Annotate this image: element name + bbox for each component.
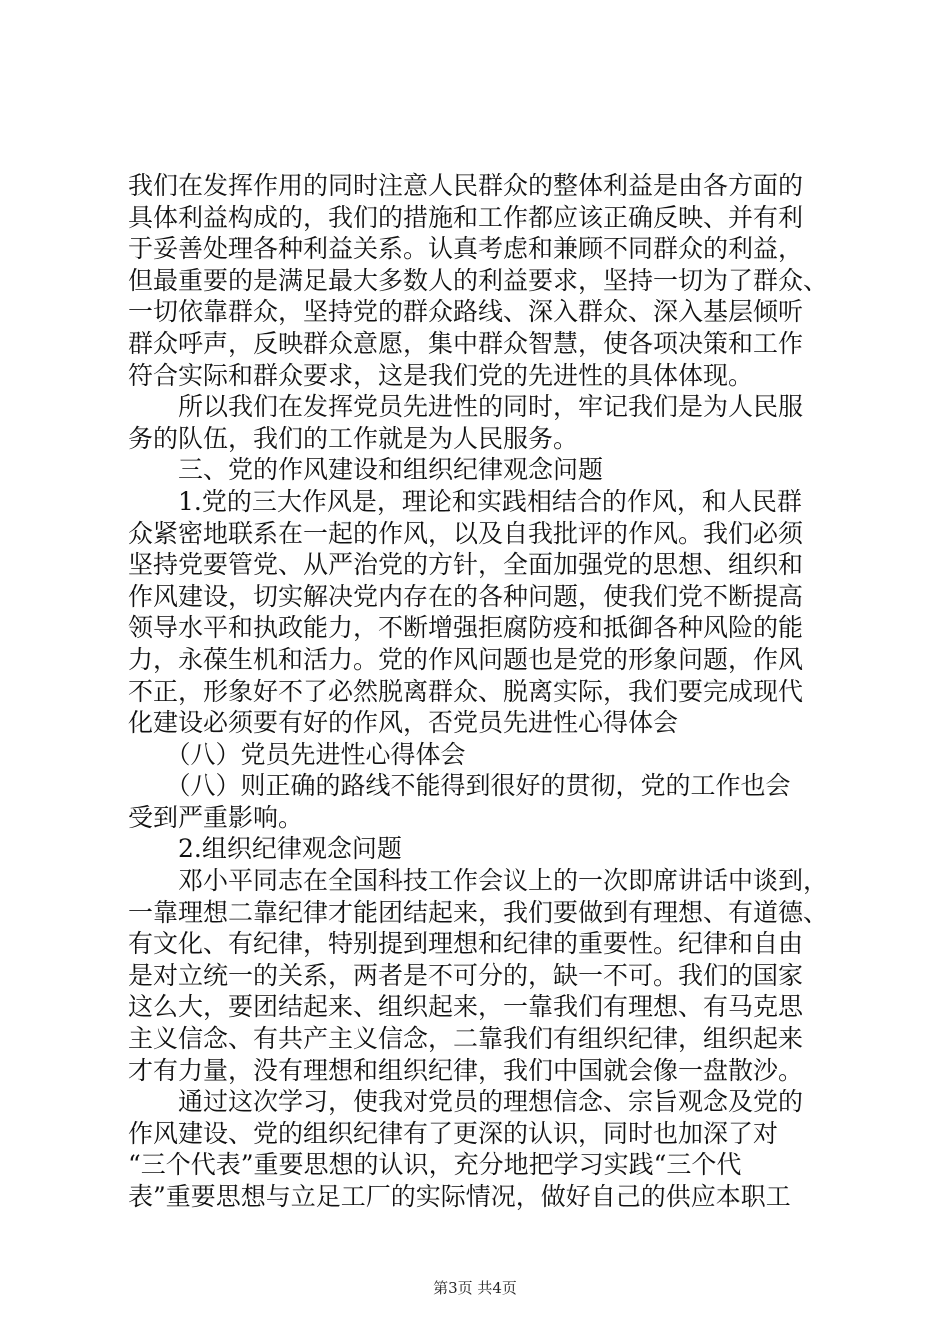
text-line: （八）则正确的路线不能得到很好的贯彻，党的工作也会 [128,771,791,801]
text-line: 化建设必须要有好的作风，否党员先进性心得体会 [128,708,679,738]
subsection-heading: 2.组织纪律观念问题 [128,834,402,864]
document-body [128,170,848,1213]
text-line: 但最重要的是满足最大多数人的利益要求，坚持一切为了群众、 [128,265,829,295]
text-line: 群众呼声，反映群众意愿，集中群众智慧，使各项决策和工作 [128,328,804,358]
text-line: 不正，形象好不了必然脱离群众、脱离实际，我们要完成现代 [128,676,804,706]
text-line: 作风建设，切实解决党内存在的各种问题，使我们党不断提高 [128,581,804,611]
text-line: 符合实际和群众要求，这是我们党的先进性的具体体现。 [128,360,754,390]
section-heading: 三、党的作风建设和组织纪律观念问题 [128,455,604,485]
text-line: 坚持党要管党、从严治党的方针，全面加强党的思想、组织和 [128,550,804,580]
text-line: 邓小平同志在全国科技工作会议上的一次即席讲话中谈到， [128,866,829,896]
text-line: 所以我们在发挥党员先进性的同时，牢记我们是为人民服 [128,392,804,422]
text-line: 众紧密地联系在一起的作风，以及自我批评的作风。我们必须 [128,518,804,548]
text-line: 务的队伍，我们的工作就是为人民服务。 [128,423,579,453]
text-line: 一靠理想二靠纪律才能团结起来，我们要做到有理想、有道德、 [128,897,829,927]
text-line: 这么大，要团结起来、组织起来，一靠我们有理想、有马克思 [128,992,804,1022]
text-line: 主义信念、有共产主义信念，二靠我们有组织纪律，组织起来 [128,1024,804,1054]
text-line: 领导水平和执政能力，不断增强拒腐防疫和抵御各种风险的能 [128,613,804,643]
text-line: 是对立统一的关系，两者是不可分的，缺一不可。我们的国家 [128,960,804,990]
text-line: “三个代表”重要思想的认识，充分地把学习实践“三个代 [128,1150,742,1180]
text-line: （八）党员先进性心得体会 [128,739,466,769]
text-line: 一切依靠群众，坚持党的群众路线、深入群众、深入基层倾听 [128,297,804,327]
text-line: 受到严重影响。 [128,802,304,832]
text-line: 力，永葆生机和活力。党的作风问题也是党的形象问题，作风 [128,644,804,674]
text-line: 表”重要思想与立足工厂的实际情况，做好自己的供应本职工 [128,1182,791,1211]
text-line: 于妥善处理各种利益关系。认真考虑和兼顾不同群众的利益， [128,234,804,264]
page-number-footer: 第3页 共4页 [433,1279,517,1297]
text-line: 有文化、有纪律，特别提到理想和纪律的重要性。纪律和自由 [128,929,804,959]
text-line: 才有力量，没有理想和组织纪律，我们中国就会像一盘散沙。 [128,1055,804,1085]
text-line: 作风建设、党的组织纪律有了更深的认识，同时也加深了对 [128,1118,779,1148]
text-line: 通过这次学习，使我对党员的理想信念、宗旨观念及党的 [128,1087,804,1117]
text-line: 我们在发挥作用的同时注意人民群众的整体利益是由各方面的 [128,171,804,200]
text-line: 1.党的三大作风是，理论和实践相结合的作风，和人民群 [128,486,802,516]
text-line: 具体利益构成的，我们的措施和工作都应该正确反映、并有利 [128,202,804,232]
